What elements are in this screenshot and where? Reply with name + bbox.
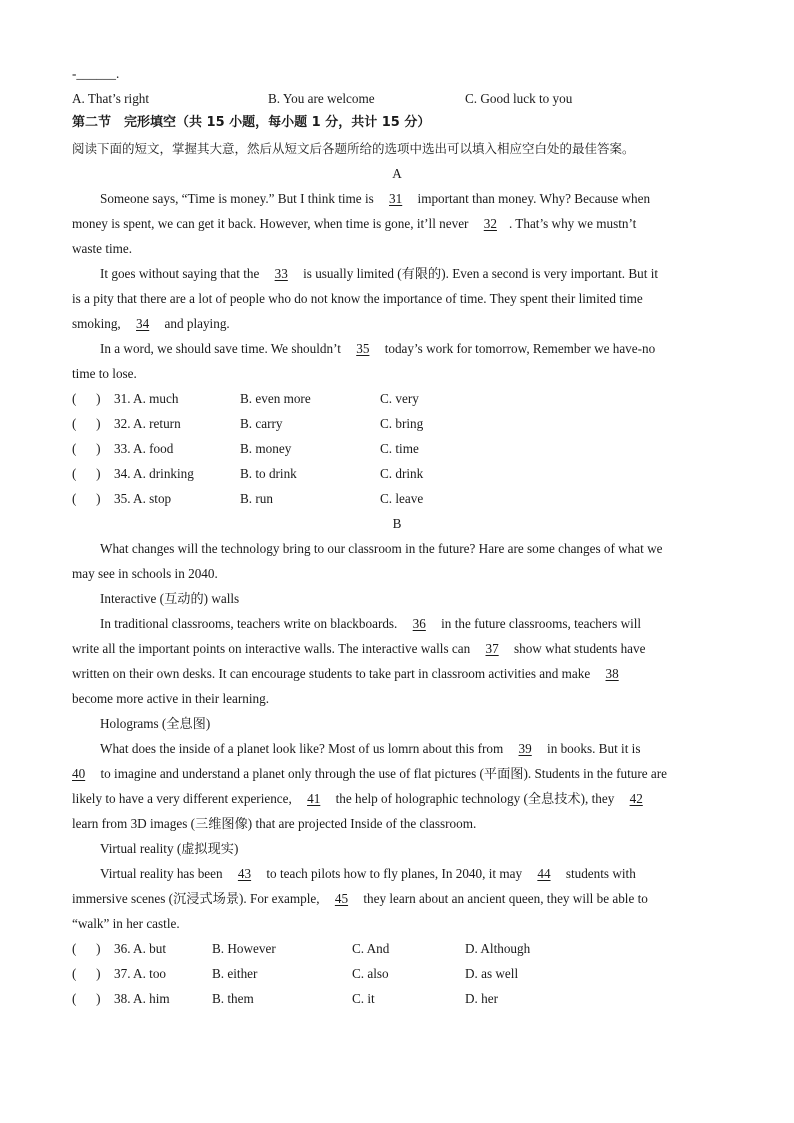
answer-bracket: ( ) bbox=[72, 941, 101, 956]
prev-option-c: C. Good luck to you bbox=[465, 91, 573, 106]
blank-43: 43 bbox=[237, 866, 252, 881]
option-b: B. However bbox=[212, 941, 276, 956]
passage-b-s3-line2: immersive scenes (沉浸式场景). For example, 45 they learn about an ancient queen, they will be able to bbox=[72, 891, 648, 906]
option-b: B. carry bbox=[240, 416, 283, 431]
blank-41: 41 bbox=[307, 791, 321, 806]
answer-bracket: ( ) bbox=[72, 991, 101, 1006]
answer-bracket: ( ) bbox=[72, 966, 101, 981]
blank-34: 34 bbox=[136, 316, 150, 331]
question-stem: 32. A. return bbox=[114, 416, 181, 431]
blank-42: 42 bbox=[629, 791, 643, 806]
passage-b-s3-line3: “walk” in her castle. bbox=[72, 916, 180, 931]
option-b: B. even more bbox=[240, 391, 311, 406]
blank-33: 33 bbox=[274, 266, 288, 281]
question-stem: 37. A. too bbox=[114, 966, 167, 981]
blank-39: 39 bbox=[518, 741, 532, 756]
passage-a-p2-line3: smoking, 34 and playing. bbox=[72, 316, 230, 331]
option-b: B. run bbox=[240, 491, 273, 506]
blank-38: 38 bbox=[605, 666, 619, 681]
blank-32: 32 bbox=[483, 216, 497, 231]
option-c: C. drink bbox=[380, 466, 424, 481]
question-stem: 36. A. but bbox=[114, 941, 167, 956]
option-c: C. also bbox=[352, 966, 389, 981]
blank-31: 31 bbox=[389, 191, 403, 206]
question-stem: 35. A. stop bbox=[114, 491, 172, 506]
option-c: C. very bbox=[380, 391, 419, 406]
option-c: C. bring bbox=[380, 416, 424, 431]
passage-b-intro-line2: may see in schools in 2040. bbox=[72, 566, 218, 581]
passage-b-s1-line3: written on their own desks. It can encourage students to take part in classroom activities and make 38 bbox=[72, 666, 631, 682]
passage-b-s1-line4: become more active in their learning. bbox=[72, 691, 269, 706]
question-stem: 34. A. drinking bbox=[114, 466, 194, 481]
blank-44: 44 bbox=[537, 866, 551, 881]
blank-36: 36 bbox=[412, 616, 426, 631]
option-c: C. time bbox=[380, 441, 419, 456]
subheading-interactive-walls: Interactive (互动的) walls bbox=[100, 591, 240, 606]
blank-35: 35 bbox=[356, 341, 370, 356]
answer-bracket: ( ) bbox=[72, 391, 101, 406]
passage-b-s2-line2: 40 to imagine and understand a planet only through the use of flat pictures (平面图). Students in the future are bbox=[72, 766, 668, 781]
question-stem: 33. A. food bbox=[114, 441, 174, 456]
blank-37: 37 bbox=[485, 641, 499, 656]
option-b: B. money bbox=[240, 441, 292, 456]
option-c: C. leave bbox=[380, 491, 424, 506]
passage-b-intro-line1: What changes will the technology bring to our classroom in the future? Hare are some changes of what we bbox=[100, 541, 663, 556]
passage-a-p1-line3: waste time. bbox=[72, 241, 133, 256]
subheading-virtual-reality: Virtual reality (虚拟现实) bbox=[100, 841, 239, 856]
section-title: 第二节 完形填空（共 15 小题，每小题 1 分，共计 15 分） bbox=[72, 115, 431, 130]
option-b: B. to drink bbox=[240, 466, 297, 481]
prev-option-b: B. You are welcome bbox=[268, 91, 375, 106]
passage-b-s1-line2: write all the important points on interactive walls. The interactive walls can 37 show what students have bbox=[72, 641, 646, 656]
question-stem: 31. A. much bbox=[114, 391, 179, 406]
passage-b-s2-line1: What does the inside of a planet look like? Most of us lomrn about this from 39 in books. But it is bbox=[100, 741, 644, 756]
passage-b-s2-line4: learn from 3D images (三维图像) that are projected Inside of the classroom. bbox=[72, 816, 477, 831]
option-d: D. as well bbox=[465, 966, 519, 981]
prev-question-tail: -______. bbox=[72, 66, 120, 81]
option-d: D. her bbox=[465, 991, 498, 1006]
passage-a-label: A bbox=[392, 166, 402, 181]
passage-a-p1-line2: money is spent, we can get it back. However, when time is gone, it’ll never 32 . That’s why we mustn’t bbox=[72, 216, 637, 231]
subheading-holograms: Holograms (全息图) bbox=[100, 716, 211, 731]
answer-bracket: ( ) bbox=[72, 491, 101, 506]
question-stem: 38. A. him bbox=[114, 991, 170, 1006]
passage-a-p3-line2: time to lose. bbox=[72, 366, 137, 381]
passage-b-s2-line3: likely to have a very different experience, 41 the help of holographic technology (全息技术), they 42 bbox=[72, 791, 655, 807]
blank-40: 40 bbox=[72, 766, 86, 781]
passage-a-p2-line1: It goes without saying that the 33 is usually limited (有限的). Even a second is very important. But it bbox=[100, 266, 659, 281]
passage-b-label: B bbox=[392, 516, 402, 531]
passage-b-s1-line1: In traditional classrooms, teachers write on blackboards. 36 in the future classrooms, teachers will bbox=[100, 616, 642, 631]
answer-bracket: ( ) bbox=[72, 466, 101, 481]
option-b: B. them bbox=[212, 991, 254, 1006]
answer-bracket: ( ) bbox=[72, 441, 101, 456]
passage-a-p2-line2: is a pity that there are a lot of people who do not know the importance of time. They spent their limited time bbox=[72, 291, 643, 306]
answer-bracket: ( ) bbox=[72, 416, 101, 431]
passage-b-s3-line1: Virtual reality has been 43 to teach pilots how to fly planes, In 2040, it may 44 students with bbox=[100, 866, 636, 881]
option-c: C. And bbox=[352, 941, 390, 956]
prev-option-a: A. That’s right bbox=[72, 91, 150, 106]
option-d: D. Although bbox=[465, 941, 531, 956]
option-c: C. it bbox=[352, 991, 375, 1006]
blank-45: 45 bbox=[334, 891, 349, 906]
option-b: B. either bbox=[212, 966, 258, 981]
passage-a-p3-line1: In a word, we should save time. We shouldn’t 35 today’s work for tomorrow, Remember we have-no bbox=[100, 341, 656, 356]
section-instruction: 阅读下面的短文，掌握其大意，然后从短文后各题所给的选项中选出可以填入相应空白处的最佳答案。 bbox=[72, 141, 635, 156]
passage-a-p1-line1: Someone says, “Time is money.” But I think time is 31 important than money. Why? Because when bbox=[100, 191, 651, 206]
